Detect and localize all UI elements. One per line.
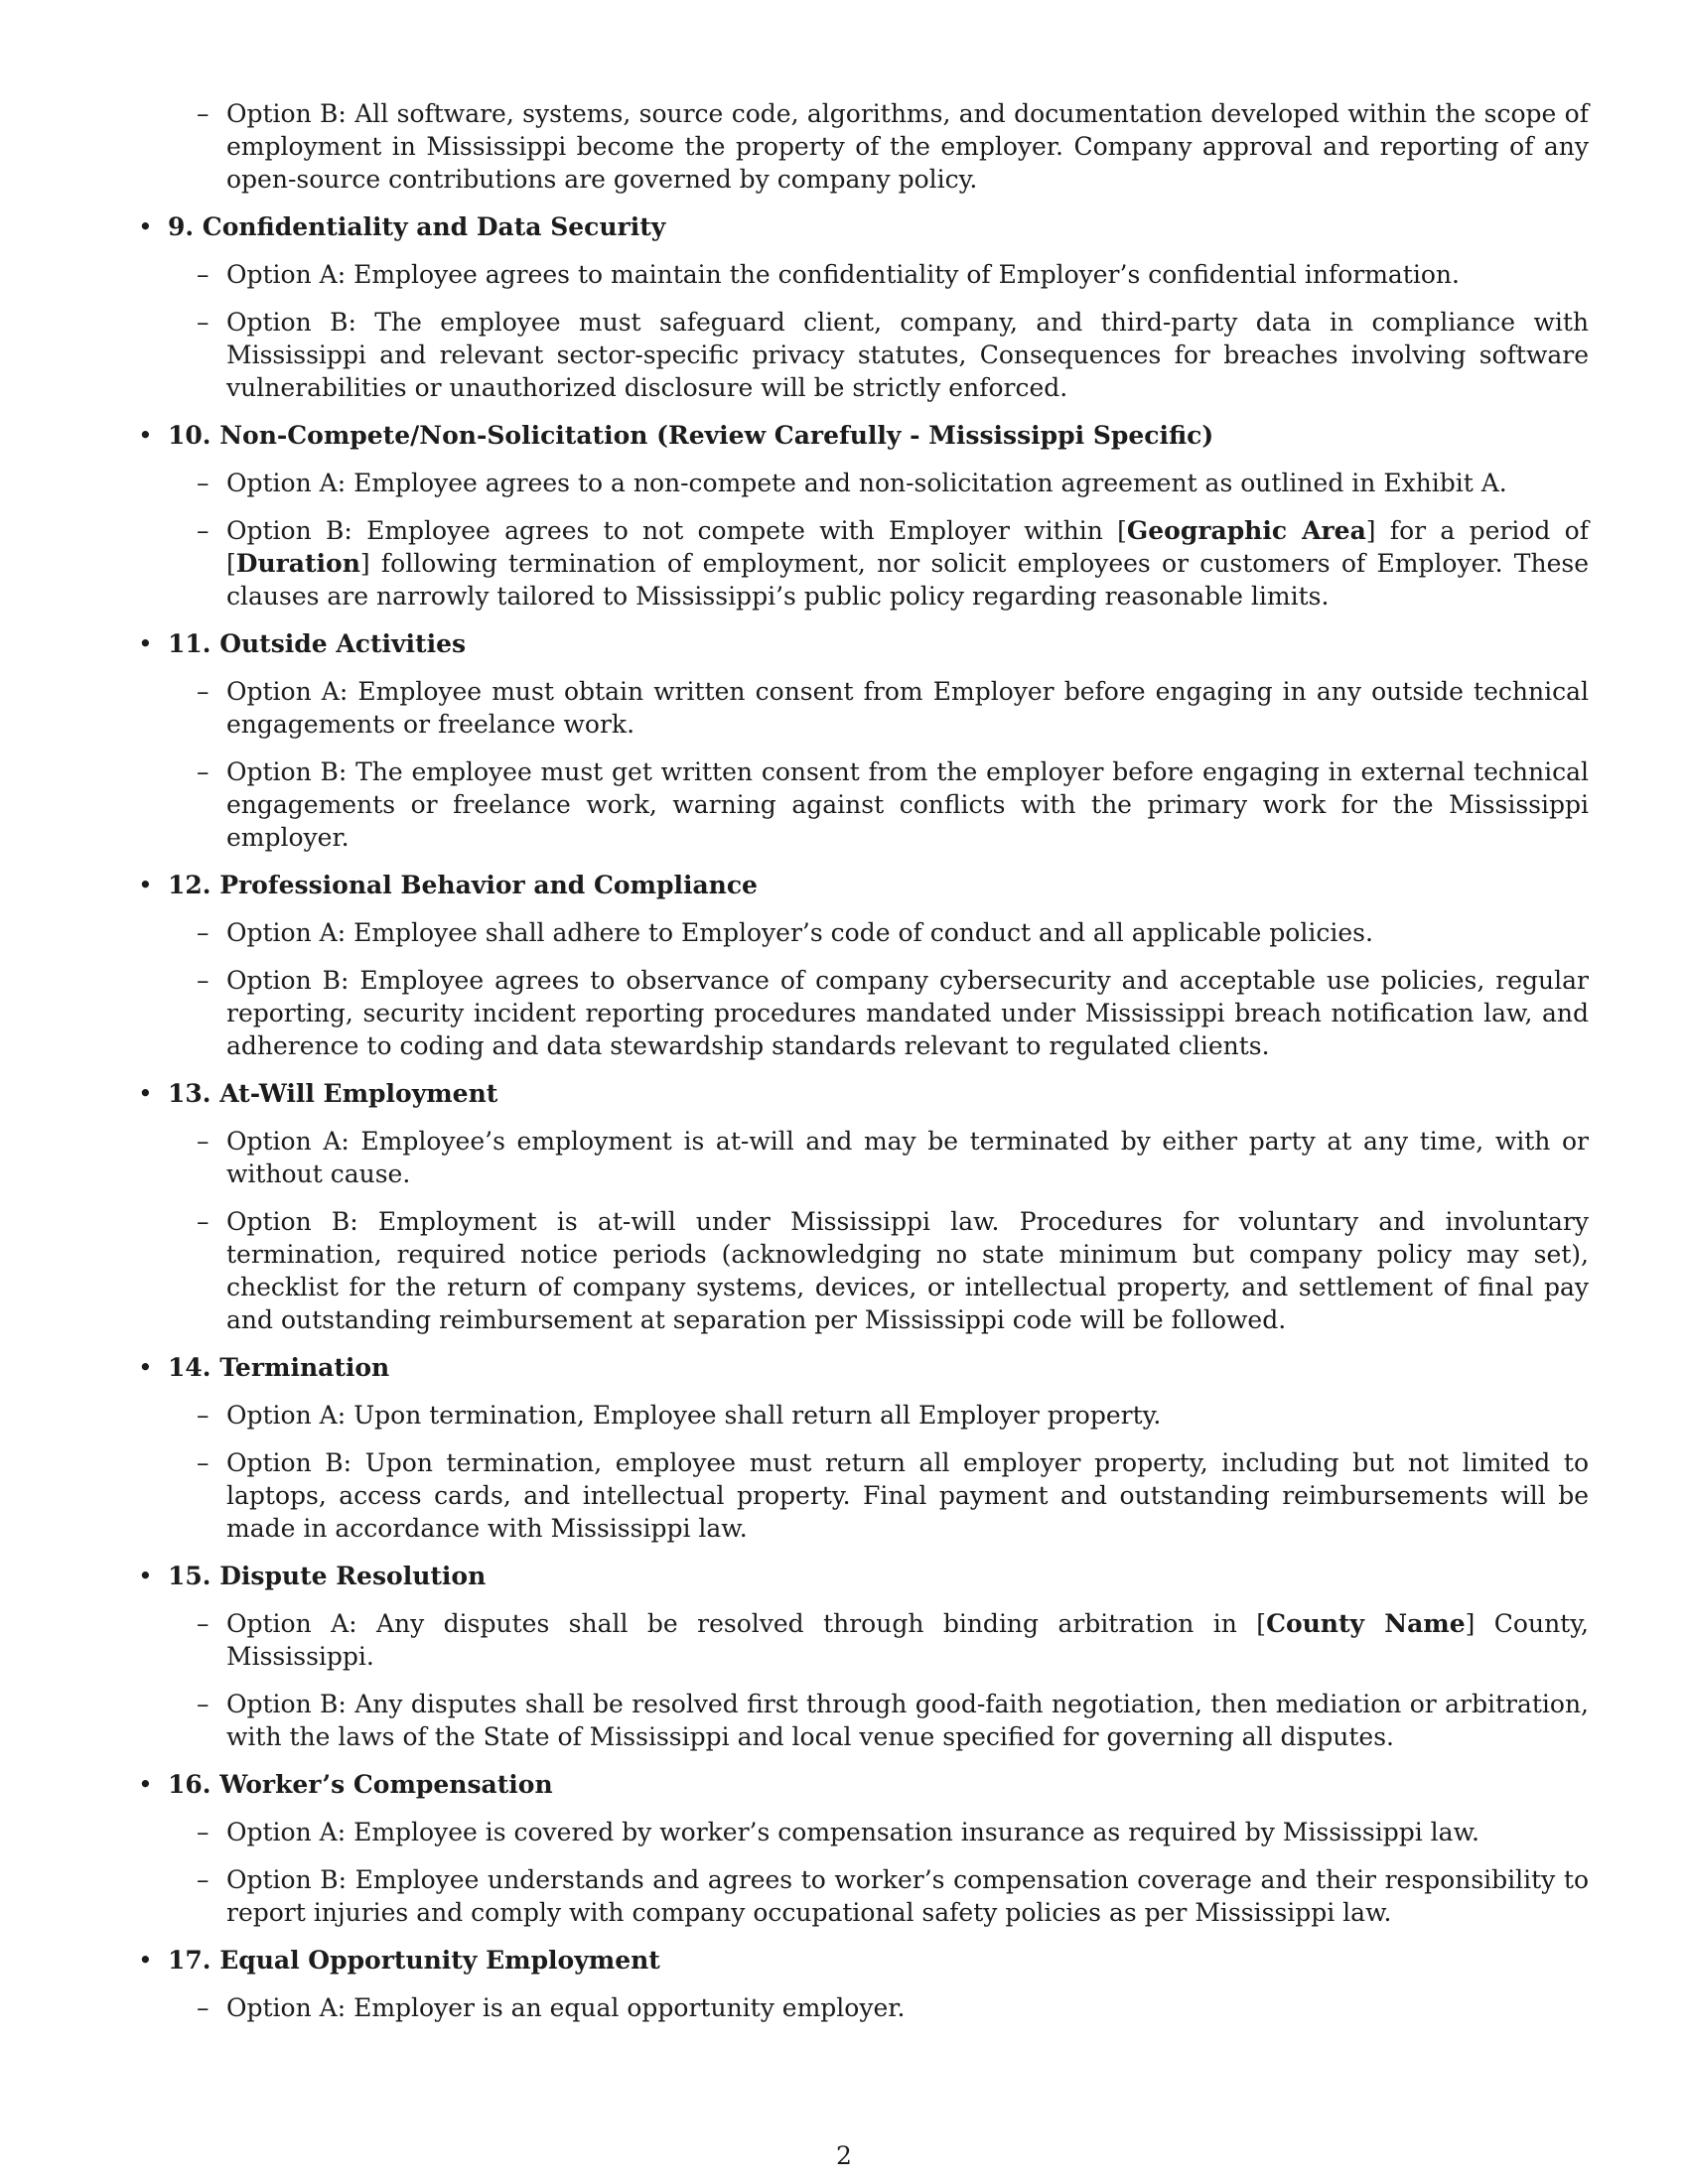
dash-marker: – — [197, 1609, 210, 1638]
page-number: 2 — [836, 2141, 852, 2170]
dash-marker: – — [197, 757, 210, 786]
option-text-part: Option A: Any disputes shall be resolved through binding arbitration in [ — [226, 1609, 1267, 1638]
option-b — [135, 755, 1589, 854]
bullet-marker: • — [138, 629, 153, 658]
dash-marker: – — [197, 1448, 210, 1477]
option-text: Option B: Employment is at-will under Mississippi law. Procedures for voluntary and involuntary termination, required notice periods (acknowledging no state minimum but company policy may set), checklist for the return of company systems, devices, or intellectual property, and settlement of final pay and outstanding reimbursement at separation per Mississippi code will be followed. — [226, 1207, 1589, 1334]
section-heading: 14. Termination — [168, 1353, 390, 1382]
option-text: Option B: Any disputes shall be resolved first through good-faith negotiation, then mediation or arbitration, with the laws of the State of Mississippi and local venue specified for governing all disputes. — [226, 1690, 1589, 1751]
section-14 — [135, 1351, 1589, 1545]
section-heading: 17. Equal Opportunity Employment — [168, 1946, 660, 1975]
option-text: Option B: All software, systems, source code, algorithms, and documentation developed within the scope of employment in Mississippi become the property of the employer. Company approval and reporting of any open-source contributions are governed by company policy. — [226, 99, 1589, 194]
option-b — [135, 1863, 1589, 1929]
section-heading: 10. Non-Compete/Non-Solicitation (Review Carefully - Mississippi Specific) — [168, 421, 1214, 450]
bullet-marker: • — [138, 1770, 153, 1799]
option-text: Option B: The employee must get written consent from the employer before engaging in external technical engagements or freelance work, warning against conflicts with the primary work for the Mississippi employer. — [226, 757, 1589, 852]
bullet-marker: • — [138, 212, 153, 241]
option-text-part: ] County, Mississippi. — [226, 1609, 1589, 1671]
option-text: Option A: Employee shall adhere to Employer’s code of conduct and all applicable policies. — [226, 918, 1373, 947]
bullet-marker: • — [138, 871, 153, 899]
section-16 — [135, 1768, 1589, 1929]
section-8-option-b — [135, 97, 1589, 196]
option-b — [135, 514, 1589, 613]
section-12 — [135, 869, 1589, 1062]
option-a — [135, 1607, 1589, 1673]
option-a — [135, 258, 1589, 291]
bullet-marker: • — [138, 1079, 153, 1108]
dash-marker: – — [197, 677, 210, 706]
dash-marker: – — [197, 966, 210, 995]
option-a — [135, 1125, 1589, 1190]
bullet-marker: • — [138, 1946, 153, 1975]
dash-marker: – — [197, 918, 210, 947]
dash-marker: – — [197, 1993, 210, 2022]
option-text: Option B: The employee must safeguard client, company, and third-party data in compliance with Mississippi and relevant sector-specific privacy statutes, Consequences for breaches involving software vulnerabilities or unauthorized disclosure will be strictly enforced. — [226, 308, 1589, 402]
option-text-part: Option B: Employee agrees to not compete with Employer within [ — [226, 516, 1127, 545]
section-15 — [135, 1560, 1589, 1753]
option-text: Option B: Employee understands and agrees to worker’s compensation coverage and their responsibility to report injuries and comply with company occupational safety policies as per Mississippi law. — [226, 1865, 1589, 1927]
section-11 — [135, 627, 1589, 854]
dash-marker: – — [197, 1818, 210, 1846]
bullet-marker: • — [138, 421, 153, 450]
option-a — [135, 467, 1589, 499]
bullet-marker: • — [138, 1353, 153, 1382]
dash-marker: – — [197, 1690, 210, 1718]
dash-marker: – — [197, 1127, 210, 1156]
option-text: Option A: Employer is an equal opportunity employer. — [226, 1993, 906, 2022]
option-b — [135, 964, 1589, 1062]
dash-marker: – — [197, 1207, 210, 1236]
option-text: Option A: Employee must obtain written consent from Employer before engaging in any outside technical engagements or freelance work. — [226, 677, 1589, 739]
option-text: Option B: Employee agrees to observance of company cybersecurity and acceptable use policies, regular reporting, security incident reporting procedures mandated under Mississippi breach notification law, and adherence to coding and data stewardship standards relevant to regulated clients. — [226, 966, 1589, 1060]
section-9 — [135, 210, 1589, 404]
option-b — [135, 1688, 1589, 1753]
option-b — [135, 306, 1589, 404]
option-text-part: ] for a period of [ — [226, 516, 1589, 578]
placeholder-duration: Duration — [235, 549, 360, 578]
option-a — [135, 1399, 1589, 1432]
option-a — [135, 1991, 1589, 2024]
option-text: Option B: Upon termination, employee must return all employer property, including but not limited to laptops, access cards, and intellectual property. Final payment and outstanding reimbursements will be made in accordance with Mississippi law. — [226, 1448, 1589, 1543]
option-text: Option A: Employee agrees to maintain the confidentiality of Employer’s confidential information. — [226, 260, 1460, 289]
dash-marker: – — [197, 99, 210, 128]
dash-marker: – — [197, 516, 210, 545]
option-text: Option A: Employee’s employment is at-will and may be terminated by either party at any time, with or without cause. — [226, 1127, 1589, 1188]
option-text: Option A: Employee agrees to a non-compete and non-solicitation agreement as outlined in Exhibit A. — [226, 469, 1507, 497]
section-17 — [135, 1944, 1589, 2024]
placeholder-county-name: County Name — [1266, 1609, 1466, 1638]
dash-marker: – — [197, 260, 210, 289]
section-heading: 13. At-Will Employment — [168, 1079, 498, 1108]
dash-marker: – — [197, 308, 210, 337]
bullet-marker: • — [138, 1562, 153, 1590]
dash-marker: – — [197, 469, 210, 497]
section-heading: 12. Professional Behavior and Compliance — [168, 871, 758, 899]
placeholder-geographic-area: Geographic Area — [1126, 516, 1366, 545]
option-text-part: ] following termination of employment, nor solicit employees or customers of Employer. These clauses are narrowly tailored to Mississippi’s public policy regarding reasonable limits. — [226, 549, 1589, 611]
option-a — [135, 1816, 1589, 1848]
section-heading: 16. Worker’s Compensation — [168, 1770, 553, 1799]
section-heading: 15. Dispute Resolution — [168, 1562, 487, 1590]
option-text: Option A: Upon termination, Employee shall return all Employer property. — [226, 1401, 1162, 1430]
section-heading: 9. Confidentiality and Data Security — [168, 212, 666, 241]
dash-marker: – — [197, 1401, 210, 1430]
option-b — [135, 1446, 1589, 1545]
option-text: Option A: Employee is covered by worker’s compensation insurance as required by Mississippi law. — [226, 1818, 1479, 1846]
section-10 — [135, 419, 1589, 613]
section-13 — [135, 1077, 1589, 1336]
section-heading: 11. Outside Activities — [168, 629, 467, 658]
dash-marker: – — [197, 1865, 210, 1894]
option-a — [135, 675, 1589, 741]
option-a — [135, 916, 1589, 949]
option-b — [135, 1205, 1589, 1336]
